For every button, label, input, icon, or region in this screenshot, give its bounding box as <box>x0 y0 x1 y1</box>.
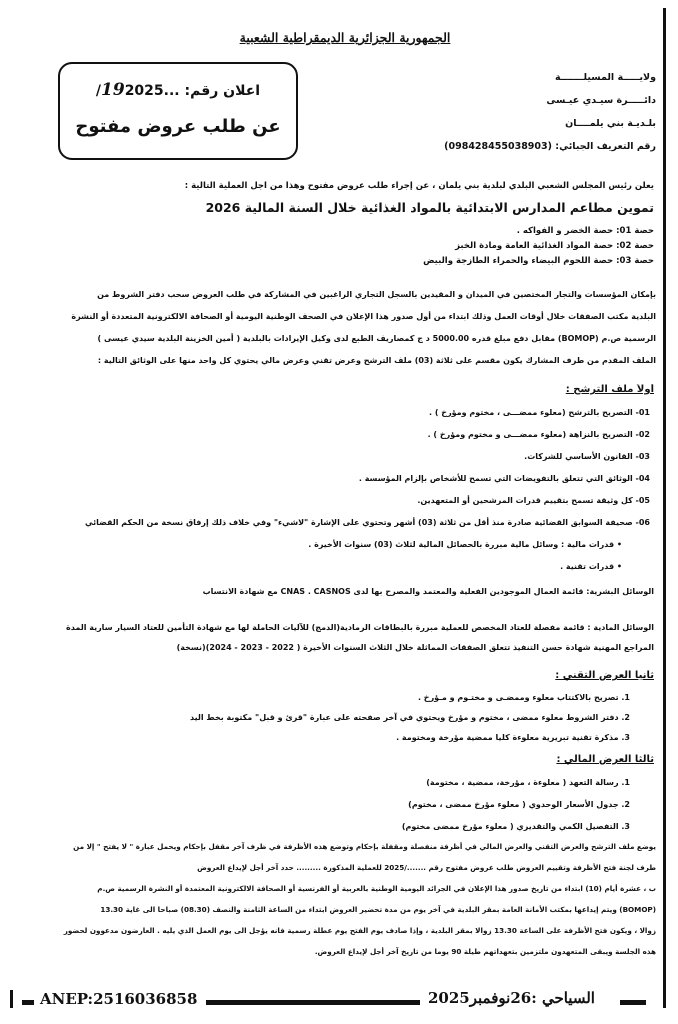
republic-heading: الجمهورية الجزائرية الديمقراطية الشعبية <box>239 30 451 45</box>
publication-date: السياحي :26نوفمبر2025 <box>428 989 595 1007</box>
closing-paragraph <box>14 836 656 962</box>
lot-item: حصة 03: حصة اللحوم البيضاء والحمراء الطازجة والبيض <box>423 256 654 266</box>
material-means-line: الوسائل المادية : قائمة مفصلة للعتاد المخصص للعملية مبررة بالبطاقات الرمادية(الدمج) للآليات الحاملة لها مع شهادة التأمين للعتاد السيار سارية المدة <box>65 623 654 632</box>
tax-id-line: رقم التعريف الجبائي: (098428455038903) <box>444 141 656 152</box>
lots-list <box>24 224 654 269</box>
lot-item: حصة 02: حصة المواد الغذائية العامة ومادة الخبز <box>455 241 654 251</box>
candidacy-item: 06- صحيفة السوابق القضائية صادرة منذ أقل من ثلاثة (03) أشهر وتحتوي على الإشارة "لاشيء" وفي خلاف ذلك إرفاق نسخة من الحكم القضائي <box>84 518 650 527</box>
financial-list <box>20 772 630 838</box>
footer-rule-left <box>22 1000 34 1005</box>
anep-reference: ANEP:2516036858 <box>40 990 198 1008</box>
intro-text: يعلن رئيس المجلس الشعبي البلدي لبلدية بني يلمان ، عن إجراء طلب عروض مفتوح وهذا من اجل العملية التالية : <box>184 181 654 191</box>
closing-line: يوضع ملف الترشح والعرض التقني والعرض المالي في أظرفة منفصلة ومقفلة بإحكام وتوضع هذه الأظرفة في ظرف آخر مقفل بإحكام ويحمل عبارة " لا يفتح " إلا من <box>73 842 656 851</box>
technical-item: 1. تصريح بالاكتتاب معلوء وممضـى و مختـوم و مـؤرخ . <box>417 693 630 702</box>
conditions-paragraph <box>16 284 656 372</box>
page-border-left <box>10 990 13 1008</box>
notice-number <box>60 80 296 100</box>
material-means <box>24 618 654 658</box>
financial-item: 3. التفصيل الكمي والتقديري ( معلوء مؤرخ ممضى مختوم) <box>401 822 630 831</box>
wilaya-line: ولايـــــة المسيلـــــــة <box>555 72 656 83</box>
notice-year: 2025/ <box>95 83 164 99</box>
candidacy-list <box>20 402 650 534</box>
closing-line: ب ، عشرة أيام (10) ابتداء من تاريخ صدور هذا الإعلان في الجرائد اليومية الوطنية بالعربية أو الفرنسية أو الصحافة الالكترونية المعتمدة أو النشرة الرسمية ص.م <box>97 884 656 893</box>
human-means: الوسائل البشرية: قائمة العمال الموجودين الفعلية والمعتمد والمصرح بها لدى CNAS . CASNOS مع شهادة الانتساب <box>202 587 654 596</box>
paragraph-line: الرسمية ص.م (BOMOP) مقابل دفع مبلغ قدره 5000.00 د ج كمصاريف الطبع لدى وكيل الإيرادات بالبلدية ( أمين الخزينة البلدية سيدي عيسى ) <box>97 334 656 343</box>
footer-rule-middle <box>206 1000 420 1005</box>
operation-title: تموين مطاعم المدارس الابتدائية بالمواد الغذائية خلال السنة المالية 2026 <box>205 200 654 215</box>
paragraph-line: الملف المقدم من طرف المشارك يكون مقسم على ثلاثة (03) ملف الترشح وعرض تقني وعرض مالي يحتوي كل واحد منها على الوثائق التالية : <box>97 356 656 365</box>
closing-line: هذه الجلسة ويبقى المتعهدون ملتزمين بتعهداتهم طيلة 90 يوما من تاريخ آخر أجل لإيداع العروض. <box>314 947 656 956</box>
section-candidacy-title: أولاً ملف الترشح : <box>565 384 654 395</box>
technical-item: 2. دفتر الشروط معلوء ممضى ، مختوم و مؤرخ ويحتوي في آخر صفحته على عبارة "قرئ و قبل" مكتوبة بخط اليد <box>189 713 630 722</box>
section-financial-title: ثالثا العرض المالي : <box>556 754 654 765</box>
closing-line: زوالا ، ويكون فتح الأظرفة على الساعة 13.30 زوالا بمقر البلدية ، وإذا صادف يوم الفتح يوم عطلة رسمية فانه يؤجل الى يوم العمل الذي يليه . العارضون مدعوون لحضور <box>63 926 656 935</box>
closing-line: طرف لجنة فتح الأظرفة وتقييم العروض طلب عروض مفتوح رقم ......./2025 للعملية المذكورة ......... حدد آخر أجل لإيداع العروض <box>197 863 656 872</box>
financial-item: 1. رسالة التعهد ( معلوءة ، مؤرخة، ممضية ، مختومة) <box>426 778 630 787</box>
lot-item: حصة 01: حصة الخضر و الفواكه . <box>516 226 654 236</box>
notice-number-label: اعلان رقم: ... <box>163 83 261 99</box>
candidacy-item: 01- التصريح بالترشح (معلوء ممضـــى ، مختوم ومؤرخ ) . <box>429 408 650 417</box>
daira-line: دائـــــرة سيـدي عيـسى <box>546 95 656 106</box>
capacity-bullet: • قدرات تقنية . <box>560 562 622 571</box>
financial-item: 2. جدول الأسعار الوحدوي ( معلوء مؤرخ ممضى ، مختوم) <box>408 800 630 809</box>
technical-item: 3. مذكرة تقنية تبريرية معلوءة كليا ممضية مؤرخة ومختومة . <box>396 733 630 742</box>
technical-list <box>20 688 630 748</box>
candidacy-item: 03- القانون الأساسي للشركات. <box>524 452 650 461</box>
candidacy-item: 02- التصريح بالنزاهة (معلوء ممضـــى و مختوم ومؤرخ ) . <box>427 430 650 439</box>
footer-rule-right <box>620 1000 646 1005</box>
commune-line: بلـديـة بني يلمــــان <box>565 118 656 129</box>
material-means-line: المراجع المهنية شهادة حسن التنفيذ تتعلق الصفقات المماثلة خلال الثلاث السنوات الأخيرة ( 2022 - 2023 - 2024)(نسخة) <box>176 643 654 652</box>
candidacy-item: 05- كل وثيقة تسمح بتقييم قدرات المرشحين أو المتعهدين. <box>417 496 650 505</box>
capacity-bullets <box>22 534 622 578</box>
section-technical-title: ثانيا العرض التقني : <box>555 670 654 681</box>
candidacy-item: 04- الوثائق التي تتعلق بالتفويضات التي تسمح للأشخاص بإلزام المؤسسة . <box>358 474 650 483</box>
paragraph-line: البلدية مكتب الصفقات خلال أوقات العمل وذلك ابتداء من أول صدور هذا الإعلان في الصحف الوطنية اليومية أو الصحافة الالكترونية المتعددة أو النشرة <box>71 312 656 321</box>
paragraph-line: بإمكان المؤسسات والتجار المختصين في الميدان و المقيدين بالسجل التجاري الراغبين في المشاركة في طلب العروض سحب دفتر الشروط من <box>97 290 656 299</box>
capacity-bullet: • قدرات مالية : وسائل مالية مبررة بالحصائل المالية لثلاث (03) سنوات الأخيرة . <box>308 540 622 549</box>
notice-title: عن طلب عروض مفتوح <box>75 116 281 137</box>
issuer-block <box>426 66 656 158</box>
notice-box <box>58 62 298 160</box>
notice-number-value: 19 <box>101 80 125 100</box>
closing-line: (BOMOP) ويتم إيداعها بمكتب الأمانة العامة بمقر البلدية في آخر يوم من مدة تحضير العروض ابتداء من الساعة الثامنة والنصف (08.30) صباحا الى غاية 13.30 <box>100 905 656 914</box>
